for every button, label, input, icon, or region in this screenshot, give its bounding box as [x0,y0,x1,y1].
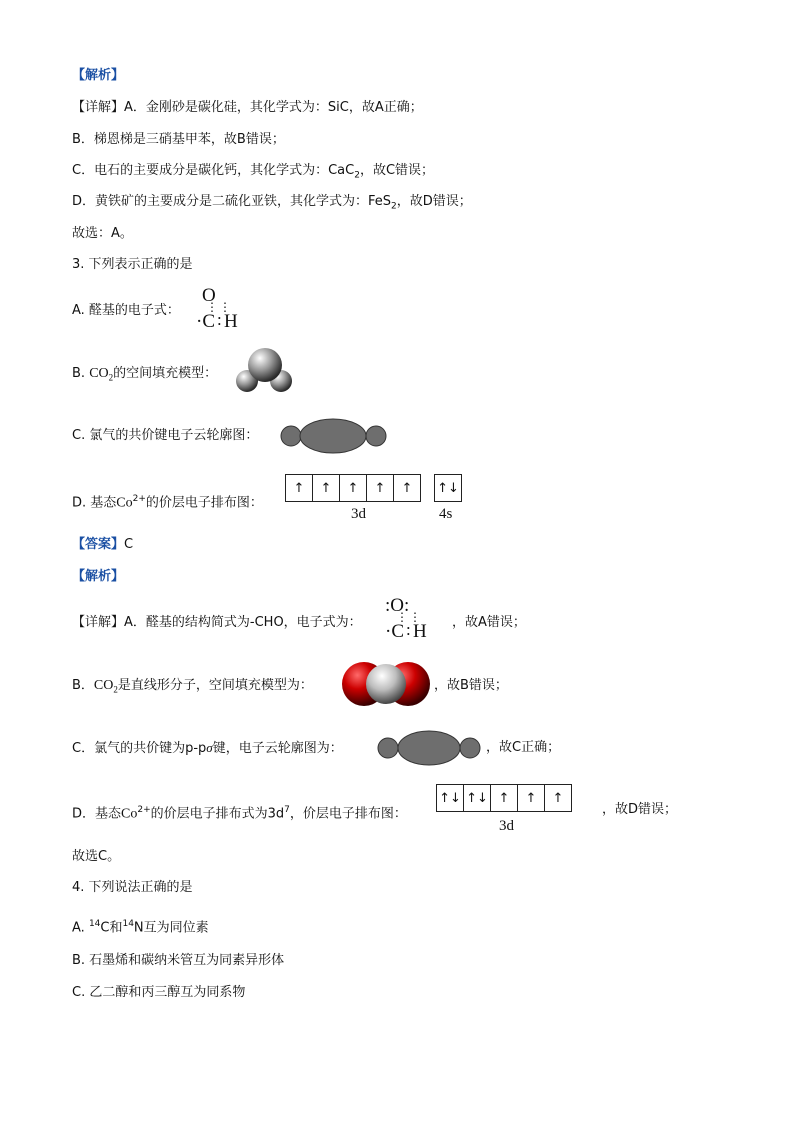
detail-line-d [72,192,472,217]
ans3-line-c [72,738,343,759]
text: 键，电子云轮廓图为： [212,741,343,756]
q3-option-c: C. 氯气的共价键电子云轮廓图： [72,428,259,443]
orbital-box: ↑ [491,785,518,811]
text: D．黄铁矿的主要成分是二硫化亚铁，其化学式为：FeS [72,194,392,209]
subscript: 2 [391,201,397,212]
sigma-symbol: σ [206,740,213,755]
superscript: 14 [122,919,134,929]
conclusion-line: 故选：A。 [72,226,133,241]
ans3-line-a-end: ，故A错误； [452,615,526,630]
label-4s: 4s [439,506,453,522]
text: A．醛基的结构简式为-CHO，电子式为： [124,615,362,630]
answer-tag: 【答案】 [72,537,125,552]
bond-dots: : [406,620,411,639]
text: C．氯气的共价键为p-p [72,741,207,756]
q3-option-a: A. 醛基的电子式： [72,303,180,318]
orbital-box: ↑↓ [437,480,459,496]
text: A. [72,920,89,936]
formula: Co [121,806,138,822]
orbital-box: ↑↓ [464,785,491,811]
label-3d-2: 3d [499,818,514,834]
formula: CO [93,678,114,693]
ans3-line-b-end: ，故B错误； [434,678,508,693]
text: 是直线形分子，空间填充模型为： [117,678,313,693]
superscript: 7 [284,805,290,815]
conclusion-line-2: 故选C。 [72,849,121,864]
shared-electrons: ⋮⋮ [206,300,232,314]
carbon-symbol: ·C [385,621,404,642]
detail-text-a: A．金刚砂是碳化硅，其化学式为：SiC，故A正确； [124,100,423,115]
analysis-heading-2: 【解析】 [72,569,125,584]
ans3-line-a [72,613,362,633]
text: 的价层电子排布图： [145,495,263,511]
text: 的价层电子排布式为3d [150,806,285,822]
co2-space-filling-model-icon [340,660,432,708]
answer-value: C [124,537,134,552]
q3-option-b [72,364,217,388]
carbon-symbol: ·C [196,311,215,332]
text: 的空间填充模型： [113,366,218,381]
q4-option-b: B. 石墨烯和碳纳米管互为同素异形体 [72,953,285,968]
aldehyde-electron-formula [196,285,256,337]
subscript: 2 [354,170,360,181]
analysis-heading: 【解析】 [72,68,125,83]
orbital-box: ↑ [313,475,340,501]
detail-tag: 【详解】 [72,615,125,630]
p-p-sigma-orbital-icon-2 [377,728,483,768]
text: ，价层电子排布图： [289,806,407,822]
orbital-box: ↑ [401,480,413,496]
oxygen-symbol: :O: [385,595,410,616]
subscript: 2 [108,372,114,383]
text: C和 [100,920,123,936]
question-4-stem: 4. 下列说法正确的是 [72,880,193,895]
text: ，故C错误； [359,163,435,178]
question-3-stem: 3. 下列表示正确的是 [72,257,193,272]
q3-option-d [72,489,263,513]
q4-option-c: C. 乙二醇和丙三醇互为同系物 [72,985,246,1000]
orbital-box: ↑ [367,475,394,501]
superscript: 2+ [137,805,151,815]
detail-line-b: B．梯恩梯是三硝基甲苯，故B错误； [72,132,285,147]
orbital-diagram-4s [434,474,462,502]
orbital-box: ↑↓ [437,785,464,811]
subscript: 2 [113,684,118,695]
text: D. 基态 [72,495,117,511]
superscript: 2+ [132,494,146,504]
label-3d: 3d [351,506,366,522]
orbital-box: ↑ [552,790,564,806]
detail-line-c [72,161,434,186]
detail-line-a [72,98,423,118]
ans3-line-d-end: ，故D错误； [602,802,678,817]
text: B. [72,366,86,381]
text: B． [72,678,94,693]
orbital-box: ↑ [286,475,313,501]
orbital-box: ↑ [518,785,545,811]
formula: Co [116,495,133,511]
detail-tag: 【详解】 [72,100,125,115]
orbital-box: ↑ [340,475,367,501]
text: N互为同位素 [133,920,209,936]
bond-dots: : [217,310,222,329]
orbital-diagram-3d-7 [436,784,572,812]
ans3-line-d [72,800,407,824]
bent-space-filling-model-icon [234,346,298,398]
answer-line [72,535,133,555]
p-p-sigma-orbital-icon [280,416,390,456]
formula: CO [89,366,109,381]
orbital-diagram-3d [285,474,421,502]
text: ，故D错误； [396,194,472,209]
hydrogen-symbol: H [413,621,427,642]
oxygen-symbol: O [202,285,216,306]
shared-electrons: ⋮⋮ [396,610,422,624]
q4-option-a [72,914,209,938]
text: D．基态 [72,806,122,822]
superscript: 14 [88,919,101,929]
text: C．电石的主要成分是碳化钙，其化学式为：CaC [72,163,355,178]
ans3-line-c-end: ，故C正确； [486,740,561,755]
aldehyde-electron-formula-full [384,595,450,647]
ans3-line-b [72,676,313,700]
hydrogen-symbol: H [224,311,238,332]
